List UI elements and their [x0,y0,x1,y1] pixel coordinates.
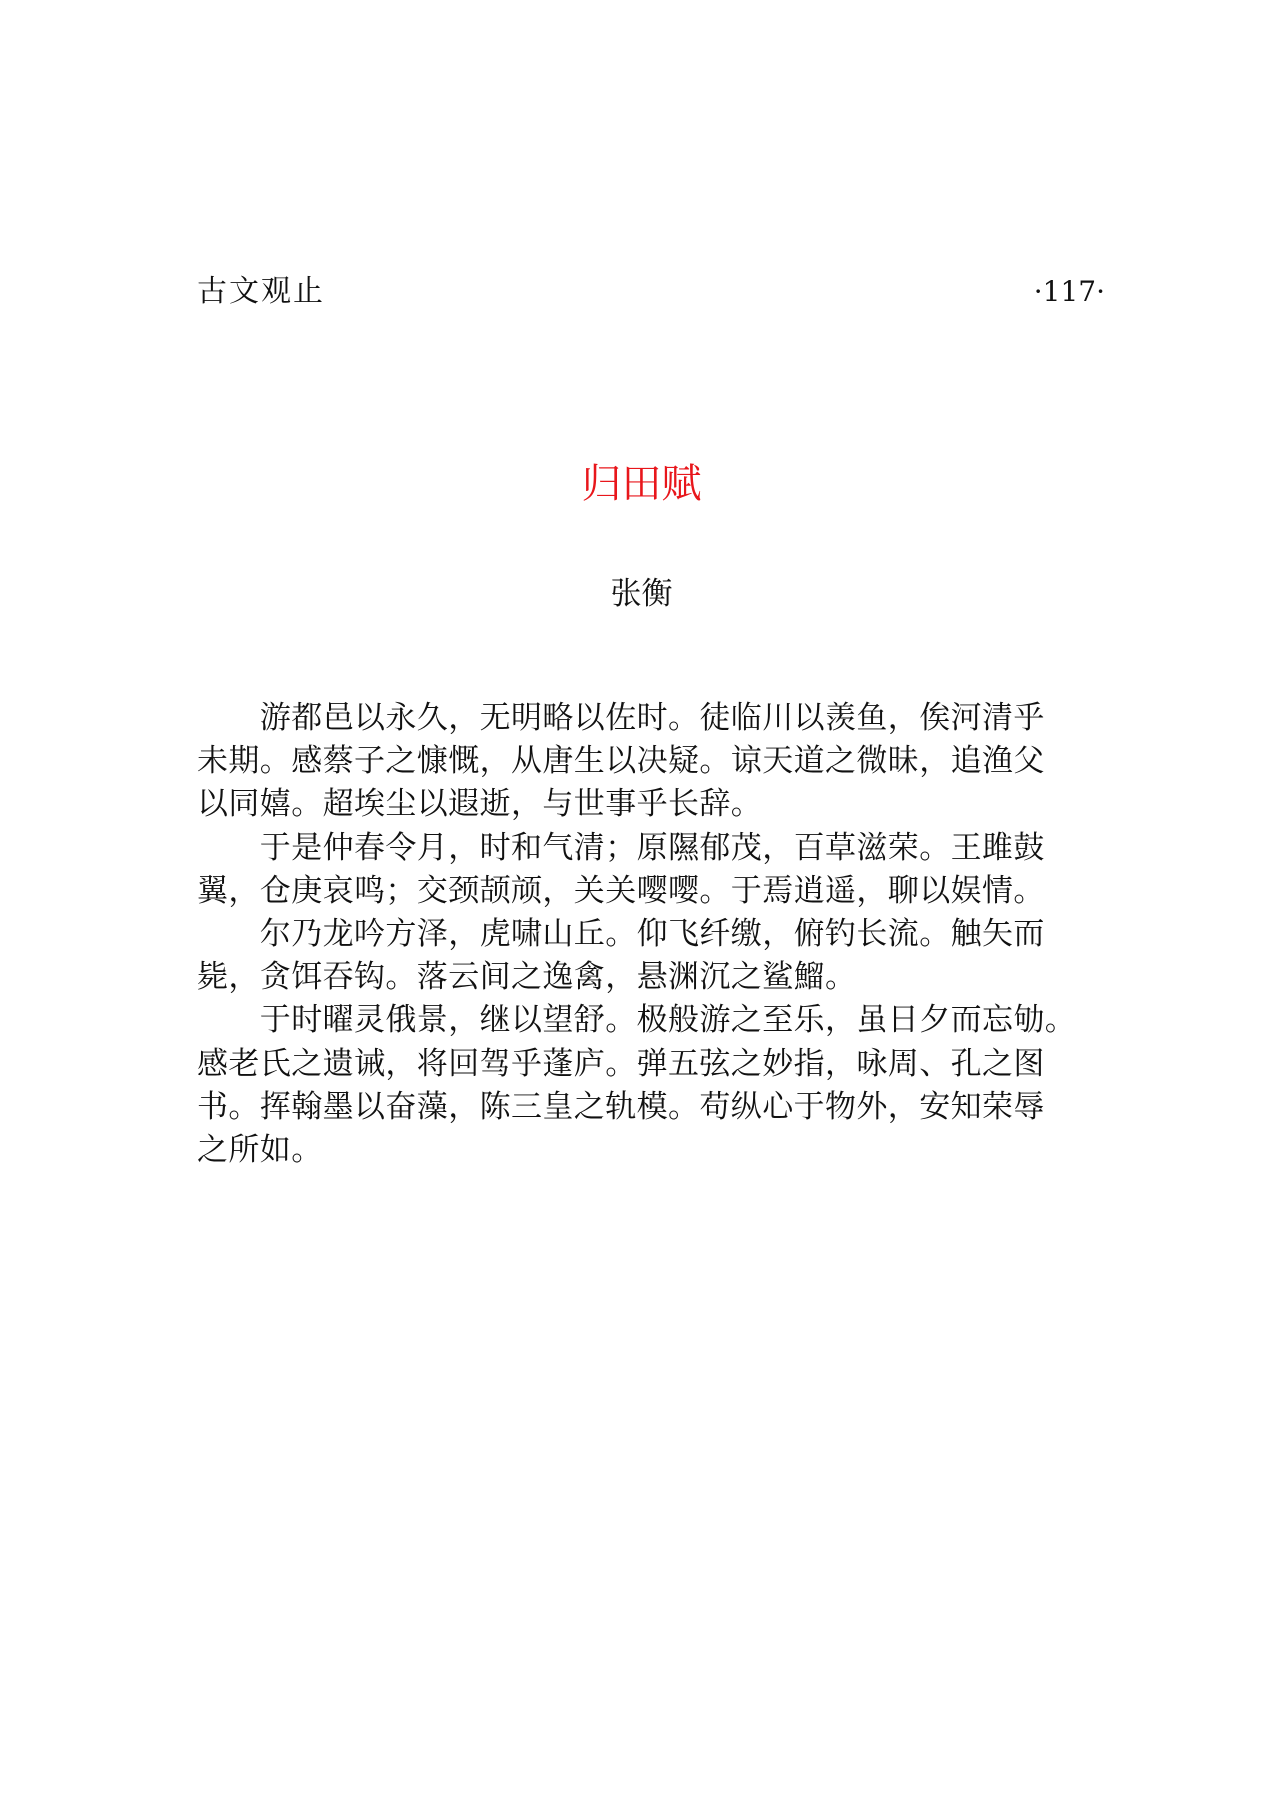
text-line: 之所如。 [197,1131,323,1168]
book-title: 古文观止 [197,274,325,309]
author-name: 张衡 [610,576,673,612]
text-line: 翼，仓庚哀鸣；交颈颉颃，关关嘤嘤。于焉逍遥，聊以娱情。 [197,872,1045,909]
text-line: 以同嬉。超埃尘以遐逝，与世事乎长辞。 [197,786,763,823]
text-line: 于时曜灵俄景，继以望舒。极般游之至乐，虽日夕而忘劬。 [197,1002,1077,1039]
essay-body [197,697,1117,1172]
text-line: 毙，贪饵吞钩。落云间之逸禽，悬渊沉之鲨鰡。 [197,959,857,996]
text-line: 游都邑以永久，无明略以佐时。徒临川以羡鱼，俟河清乎 [197,700,1045,736]
text-line: 尔乃龙吟方泽，虎啸山丘。仰飞纤缴，俯钓长流。触矢而 [197,915,1045,952]
running-header [197,272,1105,312]
text-line: 于是仲春令月，时和气清；原隰郁茂，百草滋荣。王雎鼓 [197,829,1045,866]
text-line: 感老氏之遗诫，将回驾乎蓬庐。弹五弦之妙指，咏周、孔之图 [197,1045,1045,1082]
essay-title: 归田赋 [581,461,702,507]
text-line: 书。挥翰墨以奋藻，陈三皇之轨模。苟纵心于物外，安知荣辱 [197,1088,1045,1125]
text-line: 未期。感蔡子之慷慨，从唐生以决疑。谅天道之微昧，追渔父 [197,743,1045,780]
page-number: ·117· [1033,275,1105,308]
